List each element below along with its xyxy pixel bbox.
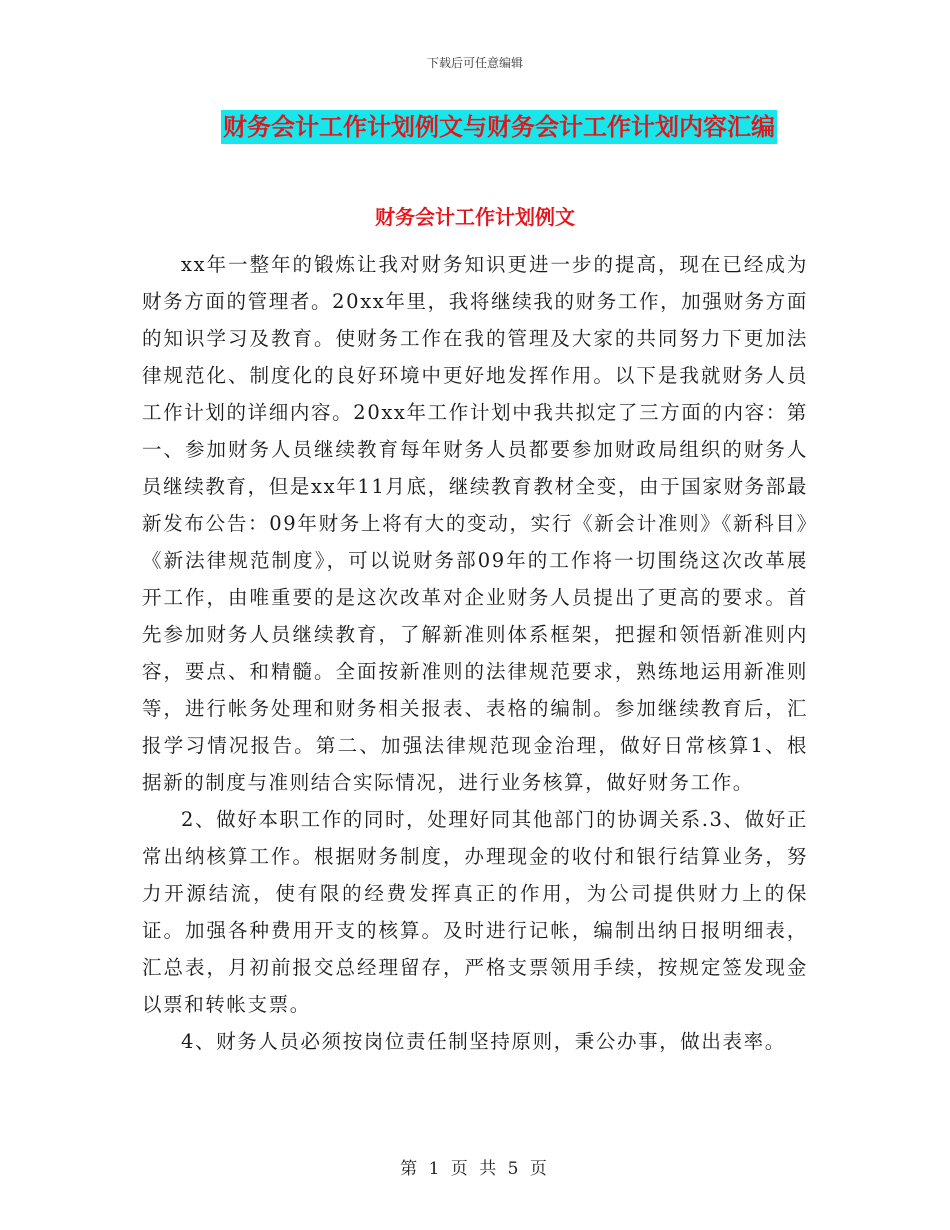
header-note: 下载后可任意编辑 [426,56,523,70]
section-title: 财务会计工作计划例文 [375,205,575,229]
paragraph-2: 2、做好本职工作的同时，处理好同其他部门的协调关系.3、做好正常出纳核算工作。根据财务制度，办理现金的收付和银行结算业务，努力开源结流，使有限的经费发挥真正的作用，为公司提供财力上的保证。加强各种费用开支的核算。及时进行记帐，编制出纳日报明细表，汇总表，月初前报交总经理留存，严格支票领用手续，按规定签发现金以票和转帐支票。 [142,808,808,1016]
main-title-container [0,110,950,144]
main-title: 财务会计工作计划例文与财务会计工作计划内容汇编 [221,110,777,144]
paragraph-1: xx年一整年的锻炼让我对财务知识更进一步的提高，现在已经成为财务方面的管理者。20xx年里，我将继续我的财务工作，加强财务方面的知识学习及教育。使财务工作在我的管理及大家的共同努力下更加法律规范化、制度化的良好环境中更好地发挥作用。以下是我就财务人员工作计划的详细内容。20xx年工作计划中我共拟定了三方面的内容：第一、参加财务人员继续教育每年财务人员都要参加财政局组织的财务人员继续教育，但是xx年11月底，继续教育教材全变，由于国家财务部最新发布公告：09年财务上将有大的变动，实行《新会计准则》《新科目》《新法律规范制度》，可以说财务部09年的工作将一切围绕这次改革展开工作，由唯重要的是这次改革对企业财务人员提出了更高的要求。首先参加财务人员继续教育，了解新准则体系框架，把握和领悟新准则内容，要点、和精髓。全面按新准则的法律规范要求，熟练地运用新准则等，进行帐务处理和财务相关报表、表格的编制。参加继续教育后，汇报学习情况报告。第二、加强法律规范现金治理，做好日常核算1、根据新的制度与准则结合实际情况，进行业务核算，做好财务工作。 [142,253,808,794]
paragraph-3: 4、财务人员必须按岗位责任制坚持原则，秉公办事，做出表率。 [181,1030,786,1053]
page-footer: 第 1 页 共 5 页 [400,1159,550,1179]
document-body [142,246,808,1060]
